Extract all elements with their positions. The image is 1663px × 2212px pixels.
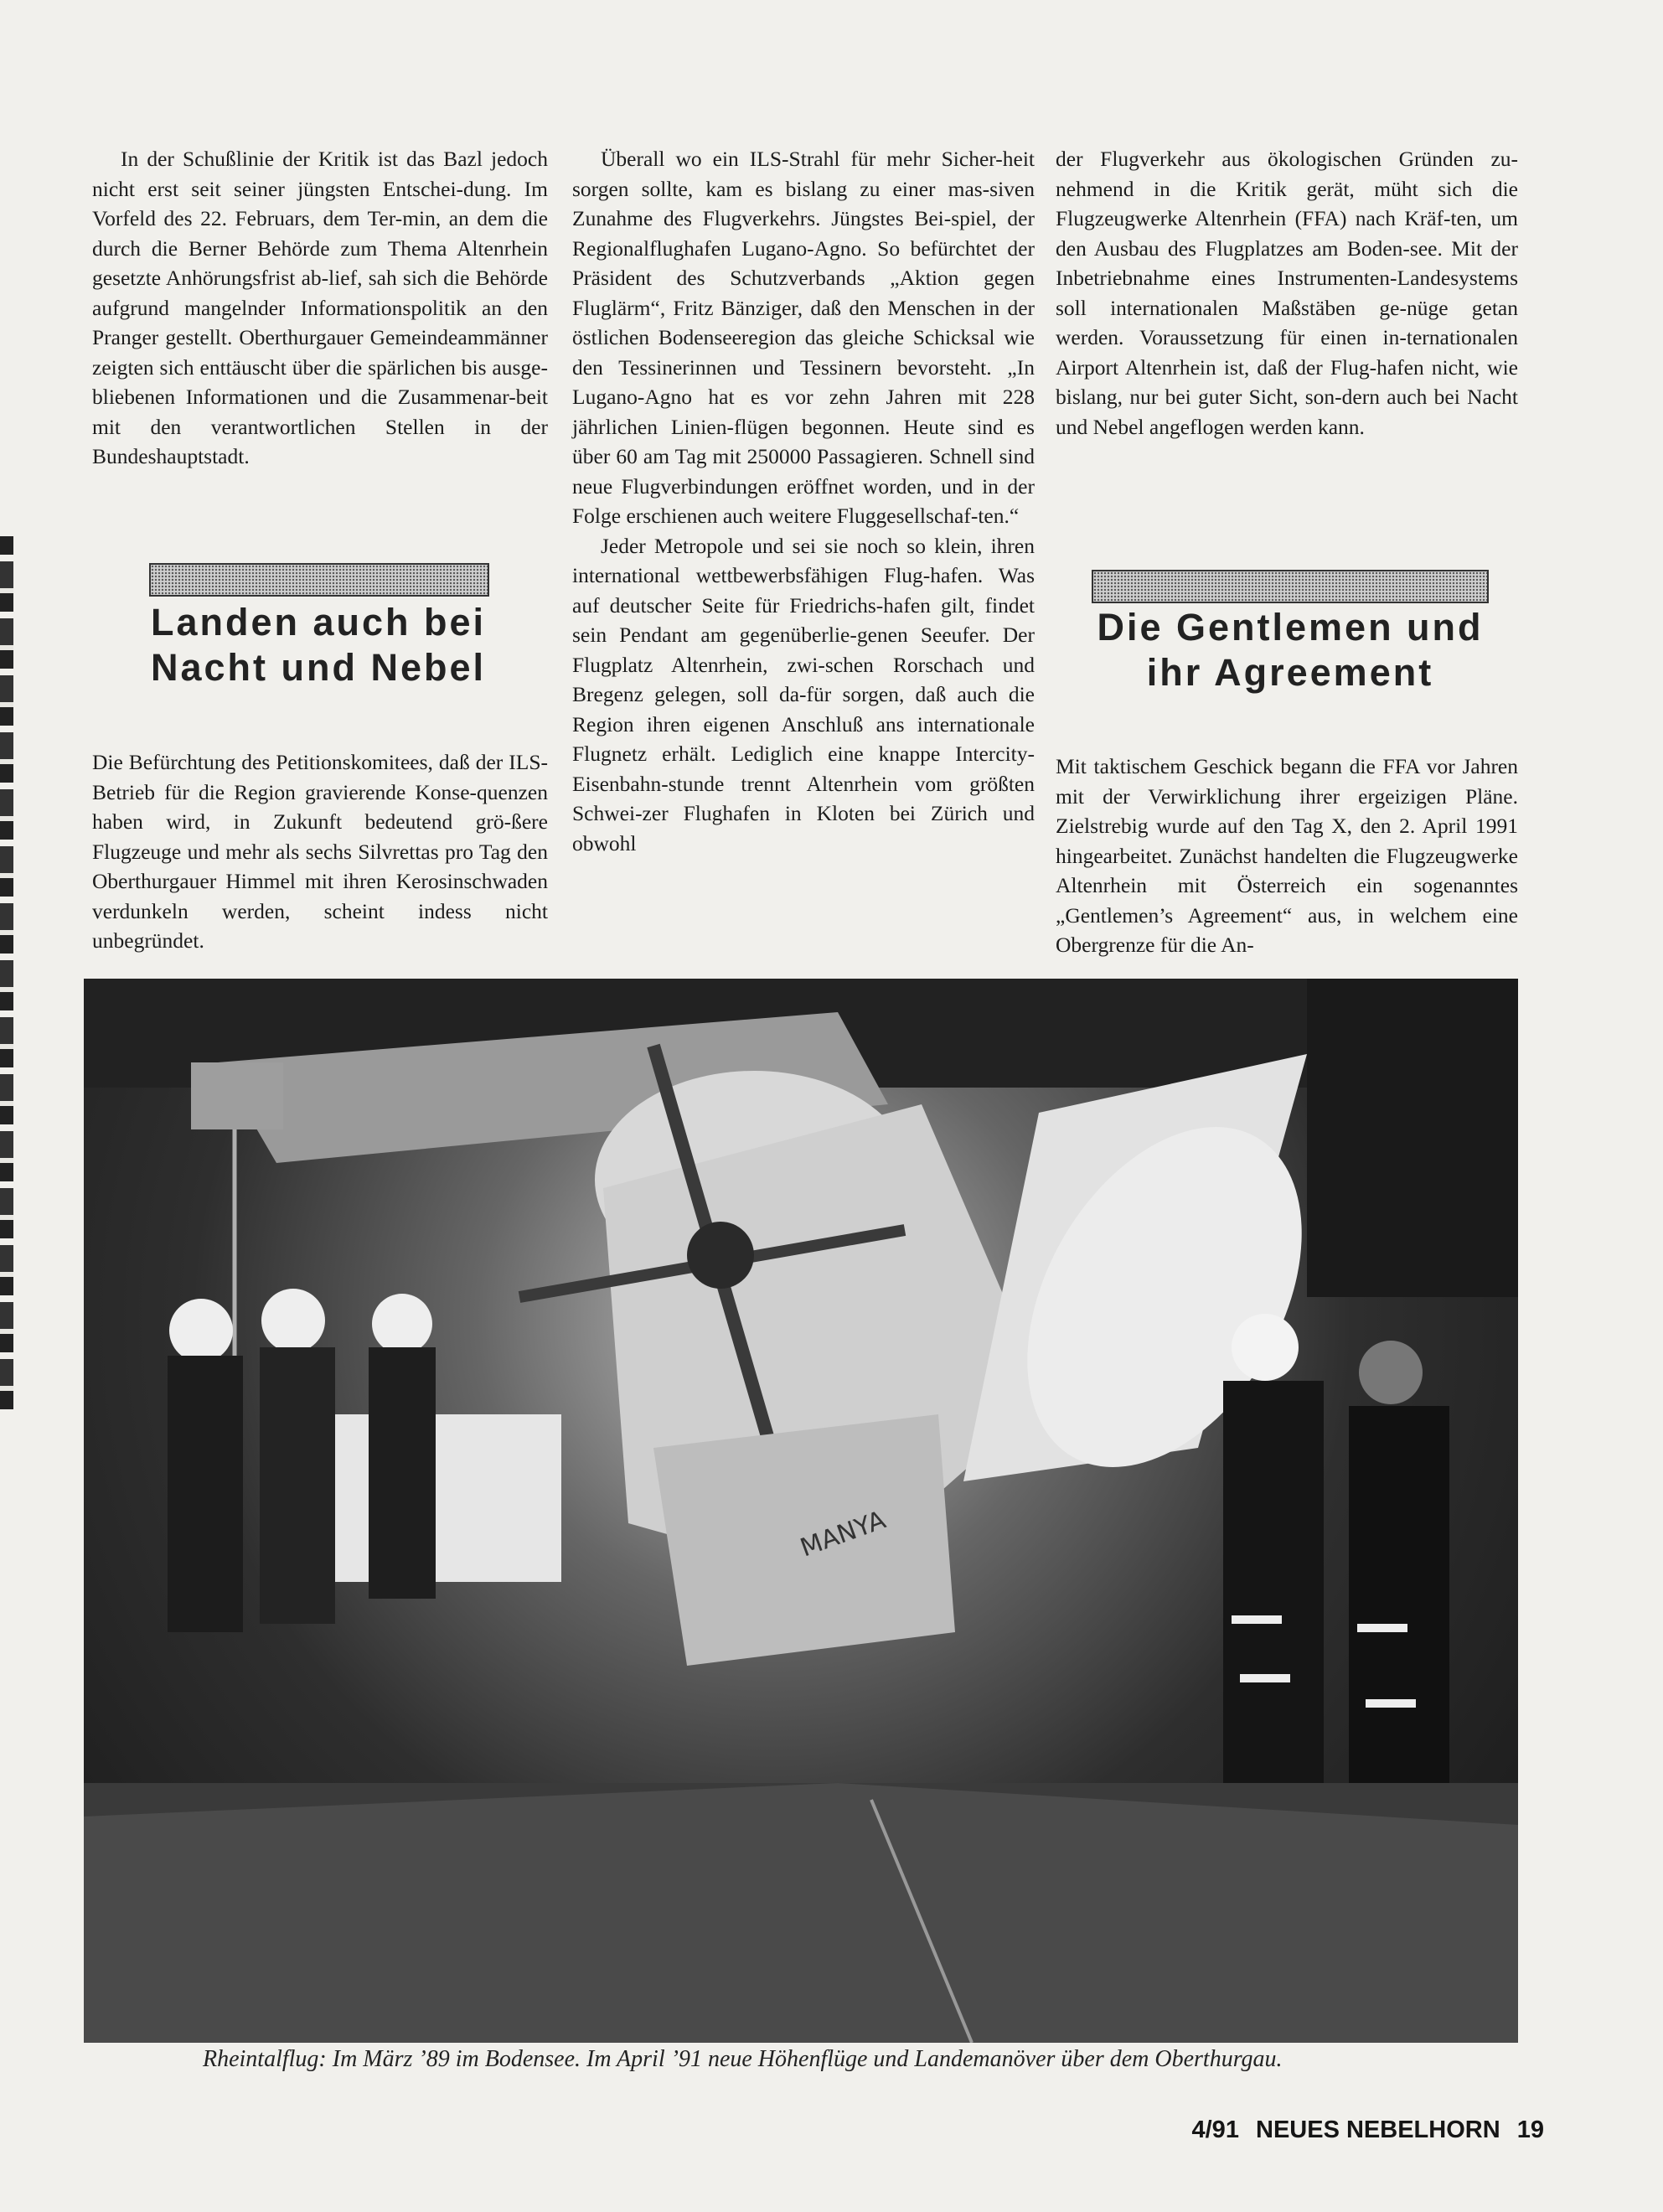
article-column-2 — [572, 144, 1035, 858]
section-heading-night-fog — [151, 600, 486, 690]
crash-photo — [84, 979, 1518, 2043]
paragraph: Die Befürchtung des Petitionskomitees, daß der ILS-Betrieb für die Region gravierende Konse-quenzen haben wird, in Zukunft bedeutend grö-ßere Flugzeuge und mehr als sechs Silvrettas pro Tag den Oberthurgauer Himmel mit ihren Kerosinschwaden verdunkeln werden, scheint indess nicht unbegründet. — [92, 750, 548, 953]
magazine-name: NEUES NEBELHORN — [1256, 2116, 1500, 2143]
article-column-1-top — [92, 144, 548, 472]
issue-number: 4/91 — [1191, 2116, 1239, 2143]
article-column-3-top — [1056, 144, 1518, 442]
page-edge-artifact — [0, 536, 13, 1416]
article-column-3-bottom — [1056, 752, 1518, 960]
page-footer — [1182, 2116, 1545, 2144]
heading-line: ihr Agreement — [1146, 651, 1434, 694]
heading-decoration-bar — [149, 563, 489, 597]
paragraph: der Flugverkehr aus ökologischen Gründen zu-nehmend in die Kritik gerät, müht sich die Flugzeugwerke Altenrhein (FFA) nach Kräf-ten, um den Ausbau des Flugplatzes am Boden-see. Mit der Inbetriebnahme eines Instrumenten-Landesystems soll internationalen Maßstäben ge-nüge getan werden. Voraussetzung für einen in-ternationalen Airport Altenrhein ist, daß der Flug-hafen nicht, wie bislang, nur bei guter Sicht, son-dern auch bei Nacht und Nebel angeflogen werden kann. — [1056, 147, 1518, 439]
article-column-1-bottom — [92, 747, 548, 956]
fuselage-lettering: MANYA — [796, 1505, 890, 1563]
paragraph: Mit taktischem Geschick begann die FFA vor Jahren mit der Verwirklichung ihrer ergeizigen Pläne. Zielstrebig wurde auf den Tag X, den 2. April 1991 hingearbeitet. Zunächst handelten die Flugzeugwerke Altenrhein mit Österreich ein sogenanntes „Gentlemen’s Agreement“ aus, in welchem eine Obergrenze für die An- — [1056, 754, 1518, 957]
photo-caption: Rheintalflug: Im März ’89 im Bodensee. Im April ’91 neue Höhenflüge und Landemanöver über dem Oberthurgau. — [203, 2046, 1283, 2072]
paragraph: Jeder Metropole und sei sie noch so klein, ihren international wettbewerbsfähigen Flug-hafen. Was auf deutscher Seite für Friedrichs-hafen gilt, findet sein Pendant am gegenüberlie-genen Seeufer. Der Flugplatz Altenrhein, zwi-schen Rorschach und Bregenz gelegen, soll da-für sorgen, daß auch die Region ihren eigenen Anschluß ans internationale Flugnetz erhält. Lediglich eine knappe Intercity-Eisenbahn-stunde trennt Altenrhein vom größten Schwei-zer Flughafen in Kloten bei Zürich und obwohl — [572, 533, 1035, 855]
heading-line: Die Gentlemen und — [1097, 606, 1484, 649]
heading-line: Landen auch bei — [151, 601, 487, 643]
page-number: 19 — [1516, 2116, 1544, 2143]
crash-photo-illustration — [84, 979, 1518, 2043]
heading-line: Nacht und Nebel — [151, 646, 487, 689]
heading-decoration-bar — [1092, 570, 1489, 603]
paragraph: Überall wo ein ILS-Strahl für mehr Sicher-heit sorgen sollte, kam es bislang zu einer mas-siven Zunahme des Flugverkehrs. Jüngstes Bei-spiel, der Regionalflughafen Lugano-Agno. So befürchtet der Präsident des Schutzverbands „Aktion gegen Fluglärm“, Fritz Bänziger, daß den Menschen in der östlichen Bodenseeregion das gleiche Schicksal wie den Tessinerinnen und Tessinern bevorsteht. „In Lugano-Agno hat es vor zehn Jahren mit 228 jährlichen Linien-flügen begonnen. Heute sind es über 60 am Tag mit 250000 Passagieren. Schnell sind neue Flugverbindungen eröffnet worden, und in der Folge erschienen auch weitere Fluggesellschaf-ten.“ — [572, 147, 1035, 528]
paragraph: In der Schußlinie der Kritik ist das Bazl jedoch nicht erst seit seiner jüngsten Entschei-dung. Im Vorfeld des 22. Februars, dem Ter-min, an dem die durch die Berner Behörde zum Thema Altenrhein gesetzte Anhörungsfrist ab-lief, sah sich die Behörde aufgrund mangelnder Informationspolitik an den Pranger gestellt. Oberthurgauer Gemeindeammänner zeigten sich enttäuscht über die spärlichen bis ausge-bliebenen Informationen und die Zusammenar-beit mit den verantwortlichen Stellen in der Bundeshauptstadt. — [92, 147, 548, 468]
section-heading-gentlemen — [1089, 605, 1491, 695]
